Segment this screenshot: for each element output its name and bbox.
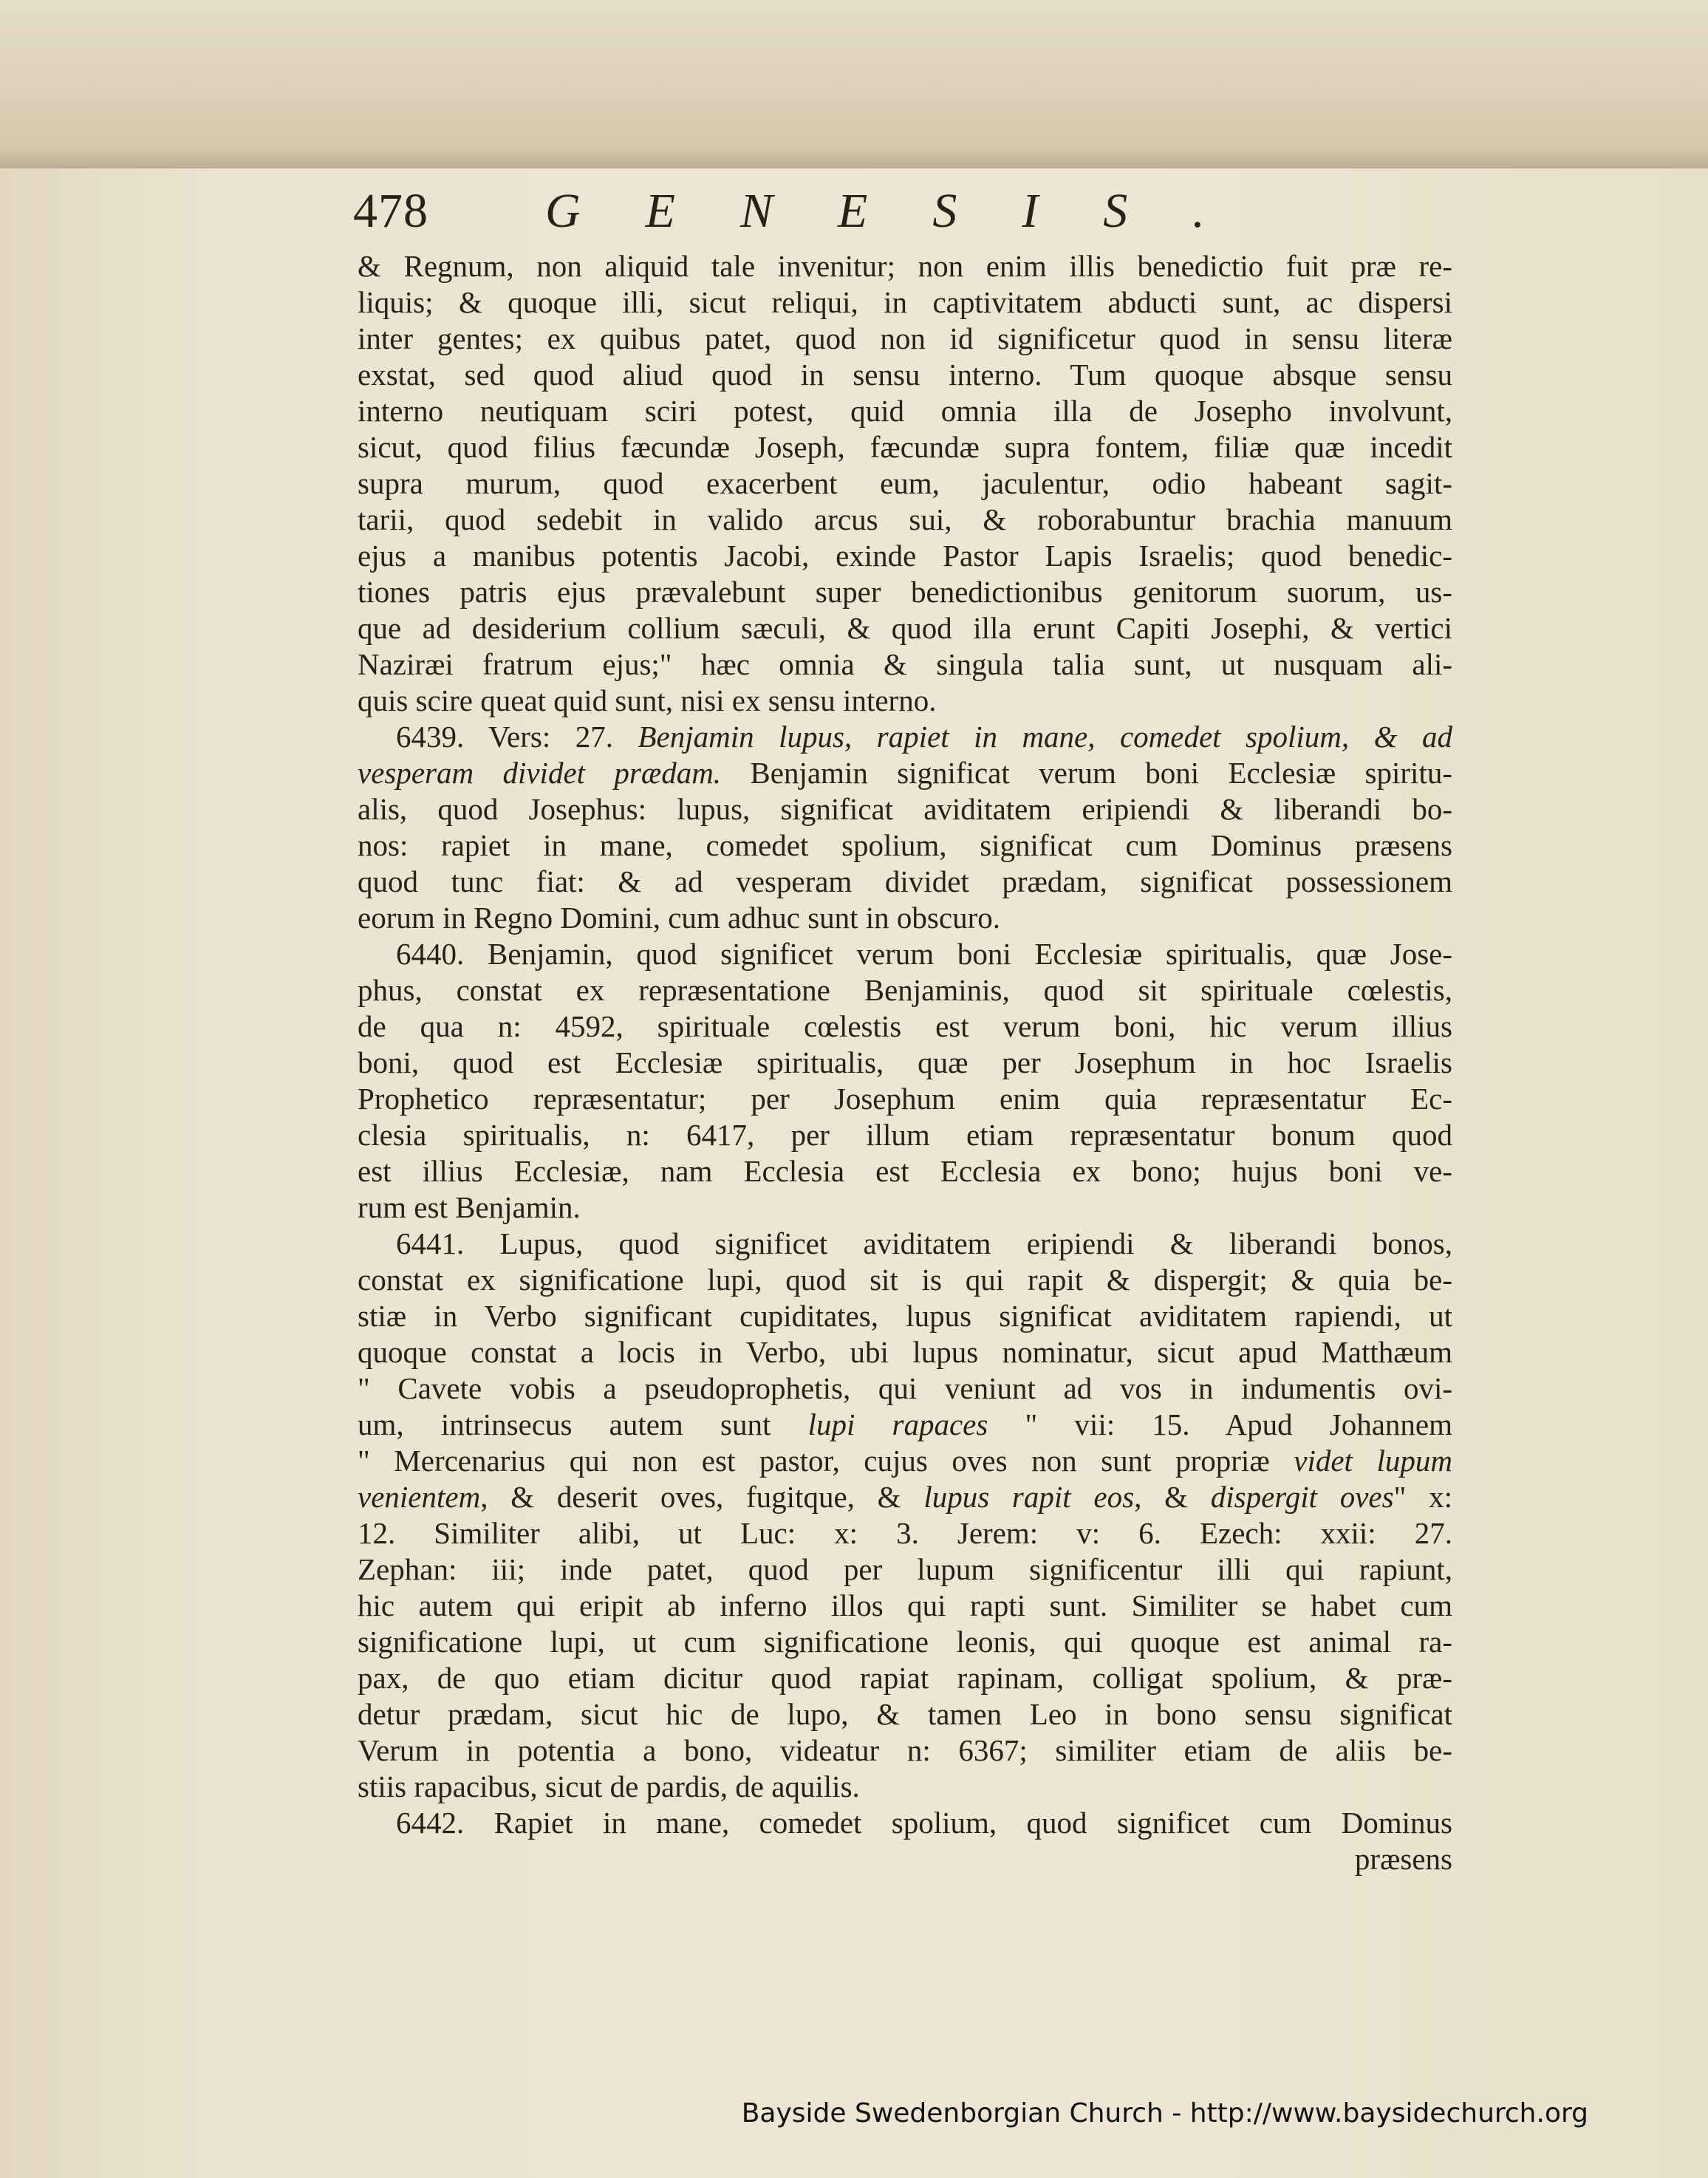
text-line: [358, 538, 1452, 574]
text-line: [358, 1660, 1452, 1696]
text-run: Zephan: iii; inde patet, quod per lupum significentur illi qui rapiunt,: [358, 1552, 1452, 1586]
text-line: [358, 1805, 1452, 1841]
body-text: [358, 248, 1452, 1877]
text-line: [358, 502, 1452, 538]
text-line: [358, 1334, 1452, 1370]
text-line: [358, 646, 1452, 683]
text-line: [358, 1045, 1452, 1081]
text-run: phus, constat ex repræsentatione Benjaminis, quod sit spirituale cœlestis,: [358, 973, 1452, 1007]
page-number: 478: [353, 184, 428, 238]
text-run: & Regnum, non aliquid tale invenitur; non enim illis benedictio fuit præ re-: [358, 249, 1452, 283]
text-run: Benjamin significat verum boni Ecclesiæ spiritu-: [721, 756, 1452, 790]
text-line: [358, 972, 1452, 1008]
text-line: [358, 429, 1452, 465]
text-run: , & deserit oves, fugitque, &: [480, 1480, 924, 1514]
italic-run: venientem: [358, 1480, 481, 1514]
text-line: [358, 791, 1452, 827]
text-run: boni, quod est Ecclesiæ spiritualis, quæ per Josephum in hoc Israelis: [358, 1045, 1452, 1079]
text-line: [358, 284, 1452, 321]
text-line: [358, 393, 1452, 429]
text-run: sicut, quod filius fæcundæ Joseph, fæcundæ supra fontem, filiæ quæ incedit: [358, 430, 1452, 464]
text-run: eorum in Regno Domini, cum adhuc sunt in obscuro.: [358, 901, 1000, 935]
text-line: [358, 1443, 1452, 1479]
text-run: constat ex significatione lupi, quod sit is qui rapit & dispergit; & quia be-: [358, 1263, 1452, 1297]
text-line: [358, 1189, 1452, 1226]
text-run: stiis rapacibus, sicut de pardis, de aquilis.: [358, 1769, 860, 1803]
text-run: præsens: [1354, 1842, 1452, 1876]
text-line: [358, 321, 1452, 357]
text-run: Verum in potentia a bono, videatur n: 6367; similiter etiam de aliis be-: [358, 1733, 1452, 1767]
text-line: [358, 936, 1452, 972]
text-line: [358, 1081, 1452, 1117]
text-run: 12. Similiter alibi, ut Luc: x: 3. Jerem: v: 6. Ezech: xxii: 27.: [358, 1516, 1452, 1550]
text-run: 6441. Lupus, quod significet aviditatem eripiendi & liberandi bonos,: [396, 1226, 1452, 1260]
text-run: interno neutiquam sciri potest, quid omnia illa de Josepho involvunt,: [358, 394, 1452, 428]
text-line: [358, 1117, 1452, 1153]
page-top-margin: [0, 0, 1708, 170]
text-line: [358, 1298, 1452, 1334]
text-run: clesia spiritualis, n: 6417, per illum etiam repræsentatur bonum quod: [358, 1118, 1452, 1152]
footer-credit: Bayside Swedenborgian Church - http://www.baysidechurch.org: [741, 2098, 1588, 2128]
italic-run: dispergit oves: [1210, 1480, 1394, 1514]
text-run: hic autem qui eripit ab inferno illos qui rapti sunt. Similiter se habet cum: [358, 1588, 1452, 1622]
text-line: [358, 610, 1452, 646]
text-line: [358, 1407, 1452, 1443]
italic-run: lupus rapit eos: [923, 1480, 1135, 1514]
text-run: est illius Ecclesiæ, nam Ecclesia est Ecclesia ex bono; hujus boni ve-: [358, 1154, 1452, 1188]
text-line: [358, 574, 1452, 610]
text-run: supra murum, quod exacerbent eum, jaculentur, odio habeant sagit-: [358, 466, 1452, 500]
text-line: [358, 900, 1452, 936]
text-line: [358, 1841, 1452, 1877]
text-run: de qua n: 4592, spirituale cœlestis est verum boni, hic verum illius: [358, 1009, 1452, 1043]
text-run: nos: rapiet in mane, comedet spolium, significat cum Dominus præsens: [358, 828, 1452, 862]
text-line: [358, 755, 1452, 791]
text-run: " Mercenarius qui non est pastor, cujus oves non sunt propriæ: [358, 1444, 1294, 1478]
text-run: quoque constat a locis in Verbo, ubi lupus nominatur, sicut apud Matthæum: [358, 1335, 1452, 1369]
text-line: [358, 357, 1452, 393]
text-run: rum est Benjamin.: [358, 1190, 581, 1224]
text-run: 6439. Vers: 27.: [396, 720, 638, 754]
text-line: [358, 1153, 1452, 1189]
italic-run: videt lupum: [1294, 1444, 1452, 1478]
text-run: exstat, sed quod aliud quod in sensu interno. Tum quoque absque sensu: [358, 358, 1452, 392]
italic-run: Benjamin lupus, rapiet in mane, comedet spolium, & ad: [638, 720, 1452, 754]
text-line: [358, 1551, 1452, 1588]
text-run: , &: [1134, 1480, 1211, 1514]
text-line: [358, 719, 1452, 755]
text-run: liquis; & quoque illi, sicut reliqui, in captivitatem abducti sunt, ac dispersi: [358, 285, 1452, 319]
text-line: [358, 1588, 1452, 1624]
text-run: 6440. Benjamin, quod significet verum boni Ecclesiæ spiritualis, quæ Jose-: [396, 937, 1452, 971]
text-line: [358, 465, 1452, 502]
running-title: GENESIS.: [545, 184, 1270, 238]
text-line: [358, 1515, 1452, 1551]
text-line: [358, 1262, 1452, 1298]
text-run: ejus a manibus potentis Jacobi, exinde Pastor Lapis Israelis; quod benedic-: [358, 539, 1452, 573]
text-line: [358, 1624, 1452, 1660]
text-line: [358, 1696, 1452, 1732]
text-run: 6442. Rapiet in mane, comedet spolium, quod significet cum Dominus: [396, 1806, 1452, 1840]
text-line: [358, 1479, 1452, 1515]
text-line: [358, 248, 1452, 284]
text-run: " x:: [1393, 1480, 1452, 1514]
text-run: quis scire queat quid sunt, nisi ex sensu interno.: [358, 683, 937, 717]
text-run: pax, de quo etiam dicitur quod rapiat rapinam, colligat spolium, & præ-: [358, 1661, 1452, 1695]
text-run: alis, quod Josephus: lupus, significat aviditatem eripiendi & liberandi bo-: [358, 792, 1452, 826]
text-run: significatione lupi, ut cum significatione leonis, qui quoque est animal ra-: [358, 1625, 1452, 1659]
text-run: Prophetico repræsentatur; per Josephum enim quia repræsentatur Ec-: [358, 1082, 1452, 1116]
text-line: [358, 827, 1452, 864]
text-run: quod tunc fiat: & ad vesperam dividet prædam, significat possessionem: [358, 864, 1452, 898]
italic-run: vesperam dividet prædam.: [358, 756, 722, 790]
text-line: [358, 864, 1452, 900]
text-run: " Cavete vobis a pseudoprophetis, qui veniunt ad vos in indumentis ovi-: [358, 1371, 1452, 1405]
text-run: detur prædam, sicut hic de lupo, & tamen Leo in bono sensu significat: [358, 1697, 1452, 1731]
text-run: um, intrinsecus autem sunt: [358, 1407, 808, 1441]
page-header: [353, 183, 1461, 242]
text-line: [358, 1370, 1452, 1407]
italic-run: lupi rapaces: [807, 1407, 988, 1441]
text-run: tiones patris ejus prævalebunt super benedictionibus genitorum suorum, us-: [358, 575, 1452, 609]
text-run: que ad desiderium collium sæculi, & quod illa erunt Capiti Josephi, & vertici: [358, 611, 1452, 645]
text-line: [358, 1226, 1452, 1262]
text-run: stiæ in Verbo significant cupiditates, lupus significat aviditatem rapiendi, ut: [358, 1299, 1452, 1333]
text-run: tarii, quod sedebit in valido arcus sui, & roborabuntur brachia manuum: [358, 502, 1452, 536]
text-line: [358, 683, 1452, 719]
text-run: " vii: 15. Apud Johannem: [988, 1407, 1452, 1441]
text-line: [358, 1732, 1452, 1769]
text-line: [358, 1769, 1452, 1805]
text-run: Naziræi fratrum ejus;" hæc omnia & singula talia sunt, ut nusquam ali-: [358, 647, 1452, 681]
text-line: [358, 1008, 1452, 1045]
text-run: inter gentes; ex quibus patet, quod non id significetur quod in sensu literæ: [358, 321, 1452, 355]
